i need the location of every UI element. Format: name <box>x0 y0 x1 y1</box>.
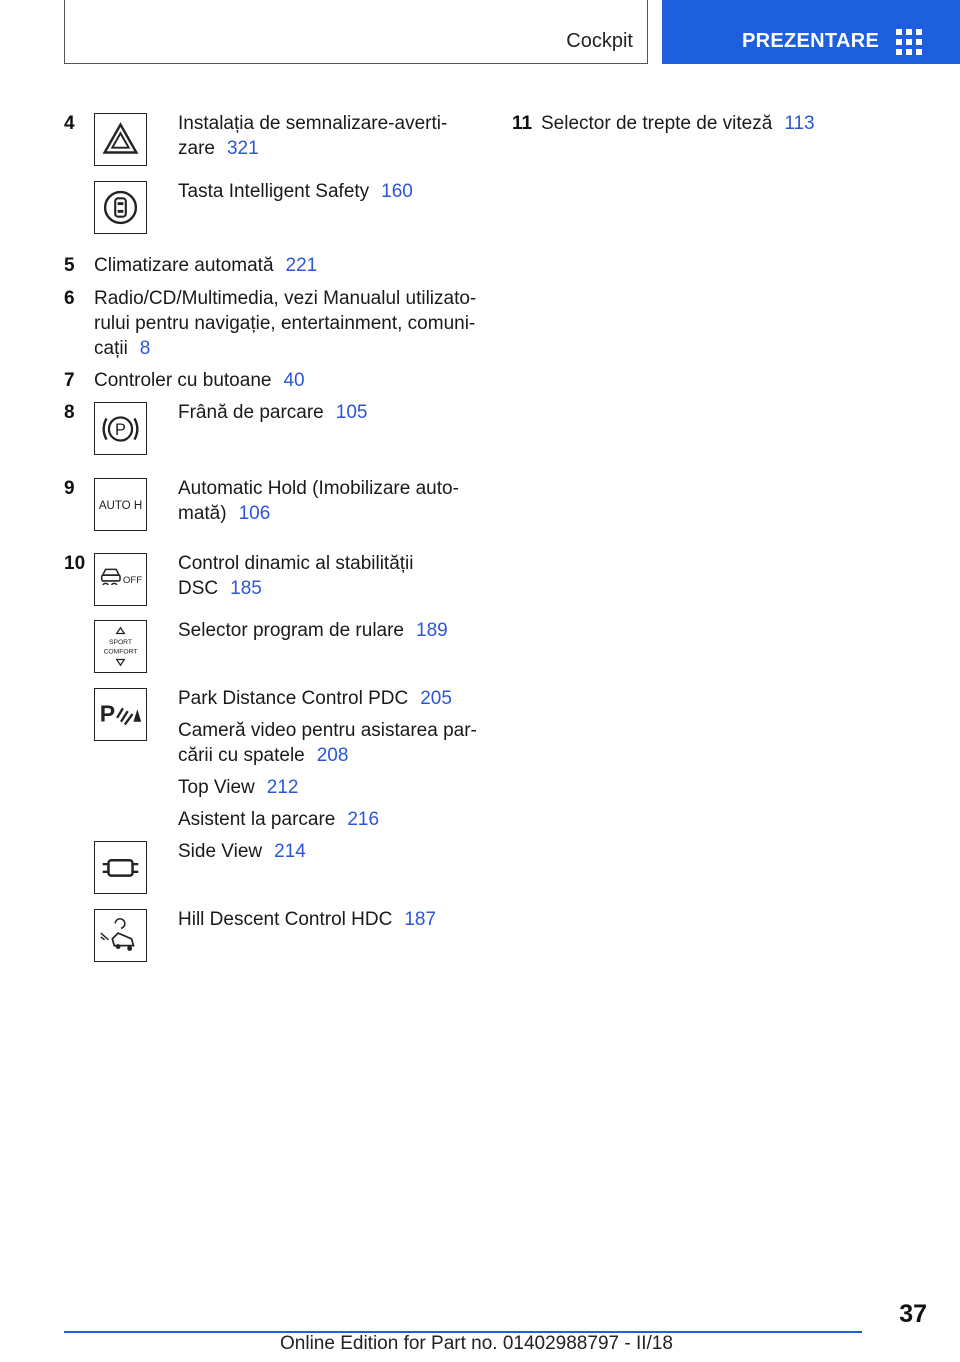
item-text: Radio/CD/Multimedia, vezi Manualul utilizato- rului pentru navigație, entertainment, comuni- cații 8 <box>94 288 477 359</box>
item-text: Park Distance Control PDC 205 <box>178 688 452 709</box>
edition-note: Online Edition for Part no. 01402988797 - II/18 <box>280 1333 673 1354</box>
item-number: 4 <box>64 113 75 134</box>
item-text: Hill Descent Control HDC 187 <box>178 909 437 930</box>
page-reference-link[interactable]: 214 <box>274 841 306 862</box>
section-tab[interactable] <box>662 0 960 64</box>
item-text: Automatic Hold (Imobilizare auto- mată) 106 <box>178 478 459 524</box>
svg-text:SPORT: SPORT <box>108 639 133 647</box>
item-text: Cameră video pentru asistarea par- cării cu spatele 208 <box>178 720 477 766</box>
item-number: 7 <box>64 370 75 391</box>
item-text: Climatizare automată 221 <box>94 255 318 276</box>
hill-descent-control-icon <box>94 909 147 962</box>
page-reference-link[interactable]: 216 <box>347 809 380 830</box>
page-reference-link[interactable]: 212 <box>266 777 299 798</box>
driving-program-icon <box>94 620 147 673</box>
svg-text:P: P <box>99 700 116 727</box>
item-text: Asistent la parcare 216 <box>178 809 380 830</box>
page-reference-link[interactable]: 205 <box>420 688 452 709</box>
item-number: 9 <box>64 478 75 499</box>
item-text: Instalația de semnalizare-averti- zare 321 <box>178 113 448 159</box>
header-bar <box>64 0 648 64</box>
page-reference-link[interactable]: 106 <box>238 503 271 524</box>
page-reference-link[interactable]: 185 <box>230 578 262 599</box>
intelligent-safety-icon <box>94 181 147 234</box>
item-number: 5 <box>64 255 75 276</box>
page-reference-link[interactable]: 105 <box>335 402 368 423</box>
page-reference-link[interactable]: 113 <box>784 113 815 134</box>
parking-brake-icon <box>94 402 147 455</box>
page-number: 37 <box>899 1300 927 1328</box>
auto-hold-icon <box>94 478 147 531</box>
item-number: 8 <box>64 402 75 423</box>
dsc-off-icon <box>94 553 147 606</box>
item-text: Selector program de rulare 189 <box>178 620 448 641</box>
page-reference-link[interactable]: 208 <box>316 745 349 766</box>
section-title: PREZENTARE <box>742 30 880 52</box>
svg-text:COMFORT: COMFORT <box>103 648 138 656</box>
grid-icon <box>896 29 922 55</box>
item-number: 11 <box>512 113 533 134</box>
page-reference-link[interactable]: 40 <box>283 370 305 391</box>
item-text: Selector de trepte de viteză 113 <box>541 113 815 134</box>
page-reference-link[interactable]: 321 <box>226 138 259 159</box>
item-text: Frână de parcare 105 <box>178 402 368 423</box>
item-text: Tasta Intelligent Safety 160 <box>178 181 413 202</box>
page-reference-link[interactable]: 221 <box>285 255 318 276</box>
chapter-title: Cockpit <box>566 30 633 52</box>
page-reference-link[interactable]: 8 <box>139 338 151 359</box>
page-reference-link[interactable]: 189 <box>416 620 448 641</box>
item-number: 10 <box>64 553 86 574</box>
item-number: 6 <box>64 288 75 309</box>
item-text: Controler cu butoane 40 <box>94 370 305 391</box>
item-text: Control dinamic al stabilității DSC 185 <box>178 553 414 599</box>
page-reference-link[interactable]: 187 <box>404 909 437 930</box>
item-text: Top View 212 <box>178 777 299 798</box>
svg-text:P: P <box>115 420 126 439</box>
item-text: Side View 214 <box>178 841 306 862</box>
page-reference-link[interactable]: 160 <box>381 181 413 202</box>
side-view-camera-icon <box>94 841 147 894</box>
park-distance-control-icon <box>94 688 147 741</box>
svg-text:AUTO H: AUTO H <box>98 499 143 512</box>
hazard-warning-icon <box>94 113 147 166</box>
svg-text:OFF: OFF <box>122 574 143 586</box>
